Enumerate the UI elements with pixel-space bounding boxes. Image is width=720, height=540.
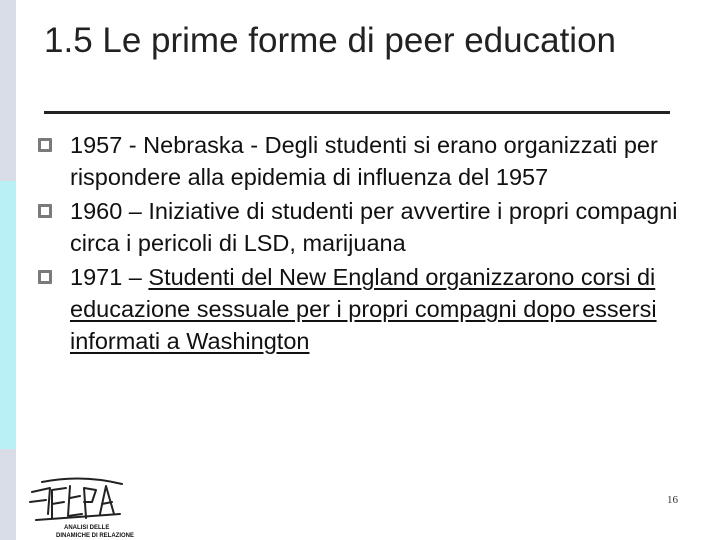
bullet-text: 1957 - Nebraska - Degli studenti si erano organizzati per rispondere alla epidemia di influenza del 1957 (70, 132, 658, 190)
bullet-item (38, 195, 678, 259)
square-bullet-icon (38, 204, 52, 218)
bullet-list (38, 129, 678, 359)
square-bullet-icon (38, 270, 52, 284)
title-divider (44, 111, 670, 114)
stripe-accent-band (0, 181, 16, 449)
logo-graphic (22, 474, 142, 540)
bullet-link[interactable]: Studenti del New England organizzarono corsi di educazione sessuale per i propri compagni dopo essersi informati a Washington (70, 264, 657, 354)
slide-title: 1.5 Le prime forme di peer education (44, 21, 616, 60)
bullet-prefix: 1971 – (70, 264, 149, 290)
bullet-item (38, 129, 678, 193)
logo (22, 474, 142, 540)
bullet-text: 1960 – Iniziative di studenti per avvertire i propri compagni circa i pericoli di LSD, marijuana (70, 198, 678, 256)
slide-number: 16 (667, 494, 678, 506)
square-bullet-icon (38, 138, 52, 152)
logo-text-line2: DINAMICHE DI RELAZIONE (56, 533, 134, 539)
bullet-item (38, 261, 678, 357)
logo-text-line1: ANALISI DELLE (64, 525, 110, 531)
left-decorative-stripe (0, 0, 16, 540)
